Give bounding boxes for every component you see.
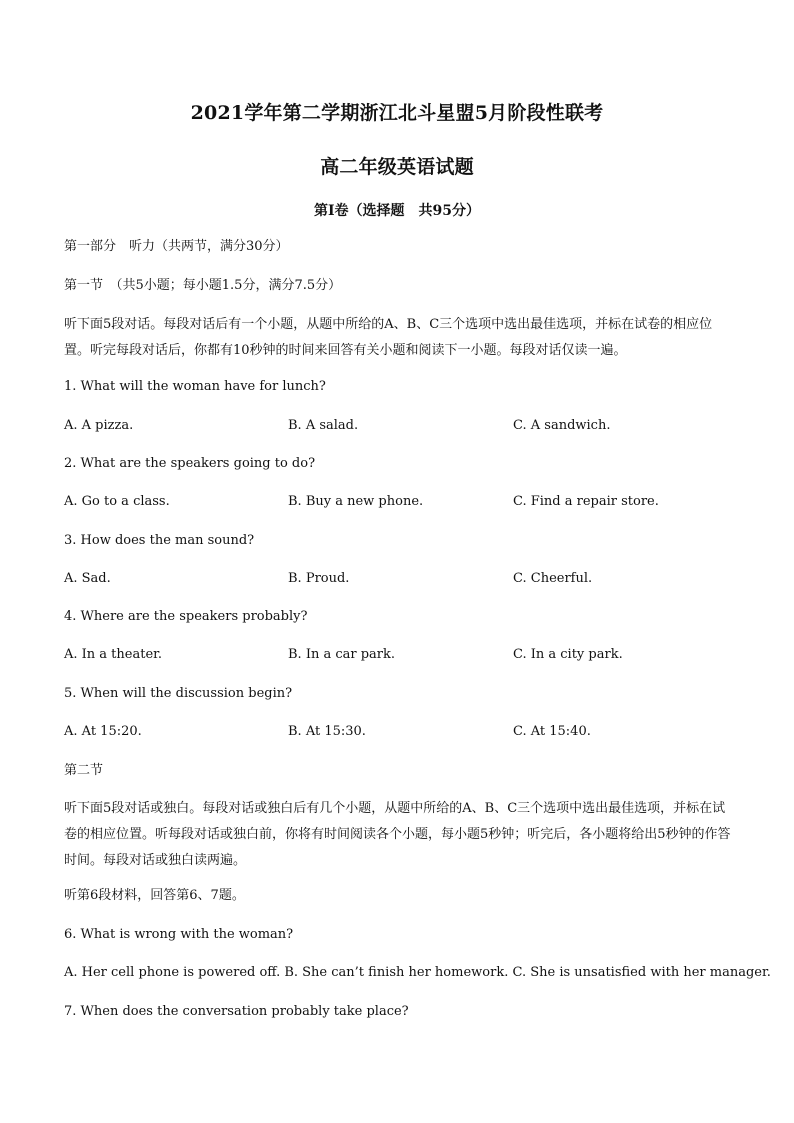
section2-heading: 第二节 <box>64 763 104 778</box>
option-b: B. A salad. <box>288 418 359 433</box>
question-2: 2. What are the speakers going to do? <box>64 456 316 471</box>
option-a: A. A pizza. <box>64 418 134 433</box>
option-c: C. Find a repair store. <box>513 494 659 509</box>
question-2-options <box>64 492 734 512</box>
exam-subtitle: 高二年级英语试题 <box>320 156 474 178</box>
question-1-options <box>64 416 734 436</box>
part1-heading: 第一部分 听力（共两节，满分30分） <box>64 239 289 254</box>
material-6-instruction: 听第6段材料，回答第6、7题。 <box>64 888 245 903</box>
option-b: B. Buy a new phone. <box>288 494 424 509</box>
option-b: B. In a car park. <box>288 647 396 662</box>
option-c: C. A sandwich. <box>513 418 611 433</box>
question-6: 6. What is wrong with the woman? <box>64 927 294 942</box>
option-a: A. In a theater. <box>64 647 163 662</box>
question-3: 3. How does the man sound? <box>64 533 255 548</box>
question-6-options: A. Her cell phone is powered off. B. She can’t finish her homework. C. She is unsatisfied with her manager. <box>64 965 771 980</box>
question-3-options <box>64 569 734 589</box>
question-4: 4. Where are the speakers probably? <box>64 609 308 624</box>
question-1: 1. What will the woman have for lunch? <box>64 379 326 394</box>
option-a: A. Go to a class. <box>64 494 170 509</box>
question-5: 5. When will the discussion begin? <box>64 686 293 701</box>
option-b: B. Proud. <box>288 571 350 586</box>
option-a: A. At 15:20. <box>64 724 142 739</box>
exam-title: 2021学年第二学期浙江北斗星盟5月阶段性联考 <box>190 102 604 124</box>
option-a: A. Sad. <box>64 571 111 586</box>
option-b: B. At 15:30. <box>288 724 366 739</box>
section1-heading: 第一节 （共5小题；每小题1.5分，满分7.5分） <box>64 278 342 293</box>
volume-heading: 第Ⅰ卷（选择题 共95分） <box>313 203 481 219</box>
section1-instructions: 听下面5段对话。每段对话后有一个小题，从题中所给的A、B、C三个选项中选出最佳选项，并标在试卷的相应位置。听完每段对话后，你都有10秒钟的时间来回答有关小题和阅读下一小题。每段对话仅读一遍。 <box>64 317 713 358</box>
question-5-options <box>64 722 734 742</box>
question-4-options <box>64 645 734 665</box>
option-c: C. At 15:40. <box>513 724 591 739</box>
option-c: C. Cheerful. <box>513 571 593 586</box>
option-c: C. In a city park. <box>513 647 623 662</box>
question-7: 7. When does the conversation probably take place? <box>64 1004 409 1019</box>
section2-instructions: 听下面5段对话或独白。每段对话或独白后有几个小题，从题中所给的A、B、C三个选项中选出最佳选项，并标在试卷的相应位置。听每段对话或独白前，你将有时间阅读各个小题，每小题5秒钟；听完后，各小题将给出5秒钟的作答时间。每段对话或独白读两遍。 <box>64 801 731 868</box>
